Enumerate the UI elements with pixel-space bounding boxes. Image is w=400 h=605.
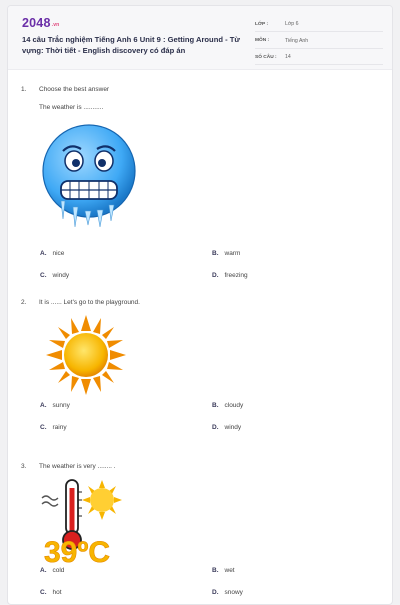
option-letter: C. (40, 589, 47, 596)
options-row (39, 424, 379, 446)
option-b[interactable] (212, 402, 243, 409)
answer-options (39, 567, 379, 605)
option-text: rainy (52, 424, 67, 431)
question-number: 1. (21, 86, 27, 93)
meta-label: MÔN : (255, 38, 270, 43)
meta-value: 14 (285, 54, 291, 60)
question-prompt: Choose the best answer (39, 86, 110, 93)
option-letter: D. (212, 272, 219, 279)
question-header (8, 463, 392, 475)
question-header (8, 299, 392, 311)
option-text: windy (224, 424, 242, 431)
option-text: wet (224, 567, 235, 574)
meta-info (255, 17, 383, 67)
option-a[interactable] (40, 250, 64, 257)
quiz-sheet (7, 5, 393, 605)
question-sentence: The weather is ........... (39, 104, 104, 111)
option-d[interactable] (212, 589, 243, 596)
question-header (8, 86, 392, 98)
option-letter: B. (212, 250, 219, 257)
page-title: 14 câu Trắc nghiệm Tiếng Anh 6 Unit 9 : Getting Around - Từ vựng: Thời tiết - English discovery có đáp án (22, 35, 240, 55)
option-letter: D. (212, 589, 219, 596)
options-row (39, 250, 379, 272)
option-text: warm (224, 250, 241, 257)
question-2 (8, 299, 392, 463)
option-text: snowy (224, 589, 243, 596)
meta-label: SỐ CÂU : (255, 54, 277, 60)
option-letter: A. (40, 402, 47, 409)
meta-row-count (255, 50, 383, 65)
option-text: windy (52, 272, 70, 279)
meta-row-class (255, 17, 383, 32)
option-letter: C. (40, 424, 47, 431)
question-3 (8, 463, 392, 605)
question-1 (8, 86, 392, 299)
options-row (39, 589, 379, 605)
logo-domain-text: .vn (51, 22, 60, 28)
meta-value: Lớp 6 (285, 21, 299, 27)
meta-row-subject (255, 34, 383, 49)
question-prompt: It is ...... Let's go to the playground. (39, 299, 140, 306)
options-row (39, 567, 379, 589)
meta-value: Tiếng Anh (285, 37, 309, 44)
sun-icon (46, 315, 126, 400)
question-number: 2. (21, 299, 27, 306)
question-list (8, 70, 392, 605)
option-text: nice (52, 250, 65, 257)
option-text: cloudy (224, 402, 244, 409)
option-c[interactable] (40, 424, 67, 431)
sheet-header (8, 6, 392, 70)
option-c[interactable] (40, 272, 69, 279)
option-d[interactable] (212, 424, 241, 431)
option-letter: B. (212, 402, 219, 409)
option-text: hot (52, 589, 62, 596)
option-letter: D. (212, 424, 219, 431)
option-d[interactable] (212, 272, 248, 279)
option-letter: B. (212, 567, 219, 574)
option-letter: A. (40, 567, 47, 574)
temperature-label: 39ºC (44, 536, 110, 568)
answer-options (39, 402, 379, 446)
option-a[interactable] (40, 402, 70, 409)
meta-label: LỚP : (255, 21, 269, 27)
hot-thermometer-icon (40, 476, 140, 573)
option-a[interactable] (40, 567, 64, 574)
options-row (39, 402, 379, 424)
options-row (39, 272, 379, 294)
site-logo[interactable] (22, 16, 59, 30)
option-text: freezing (224, 272, 248, 279)
question-prompt: The weather is very ........ . (39, 463, 116, 470)
question-number: 3. (21, 463, 27, 470)
freezing-face-icon (39, 123, 139, 232)
option-letter: A. (40, 250, 47, 257)
option-b[interactable] (212, 567, 235, 574)
option-text: sunny (52, 402, 70, 409)
option-text: cold (52, 567, 65, 574)
answer-options (39, 250, 379, 294)
option-b[interactable] (212, 250, 240, 257)
logo-main-text: 2048 (22, 16, 51, 30)
option-letter: C. (40, 272, 47, 279)
option-c[interactable] (40, 589, 62, 596)
